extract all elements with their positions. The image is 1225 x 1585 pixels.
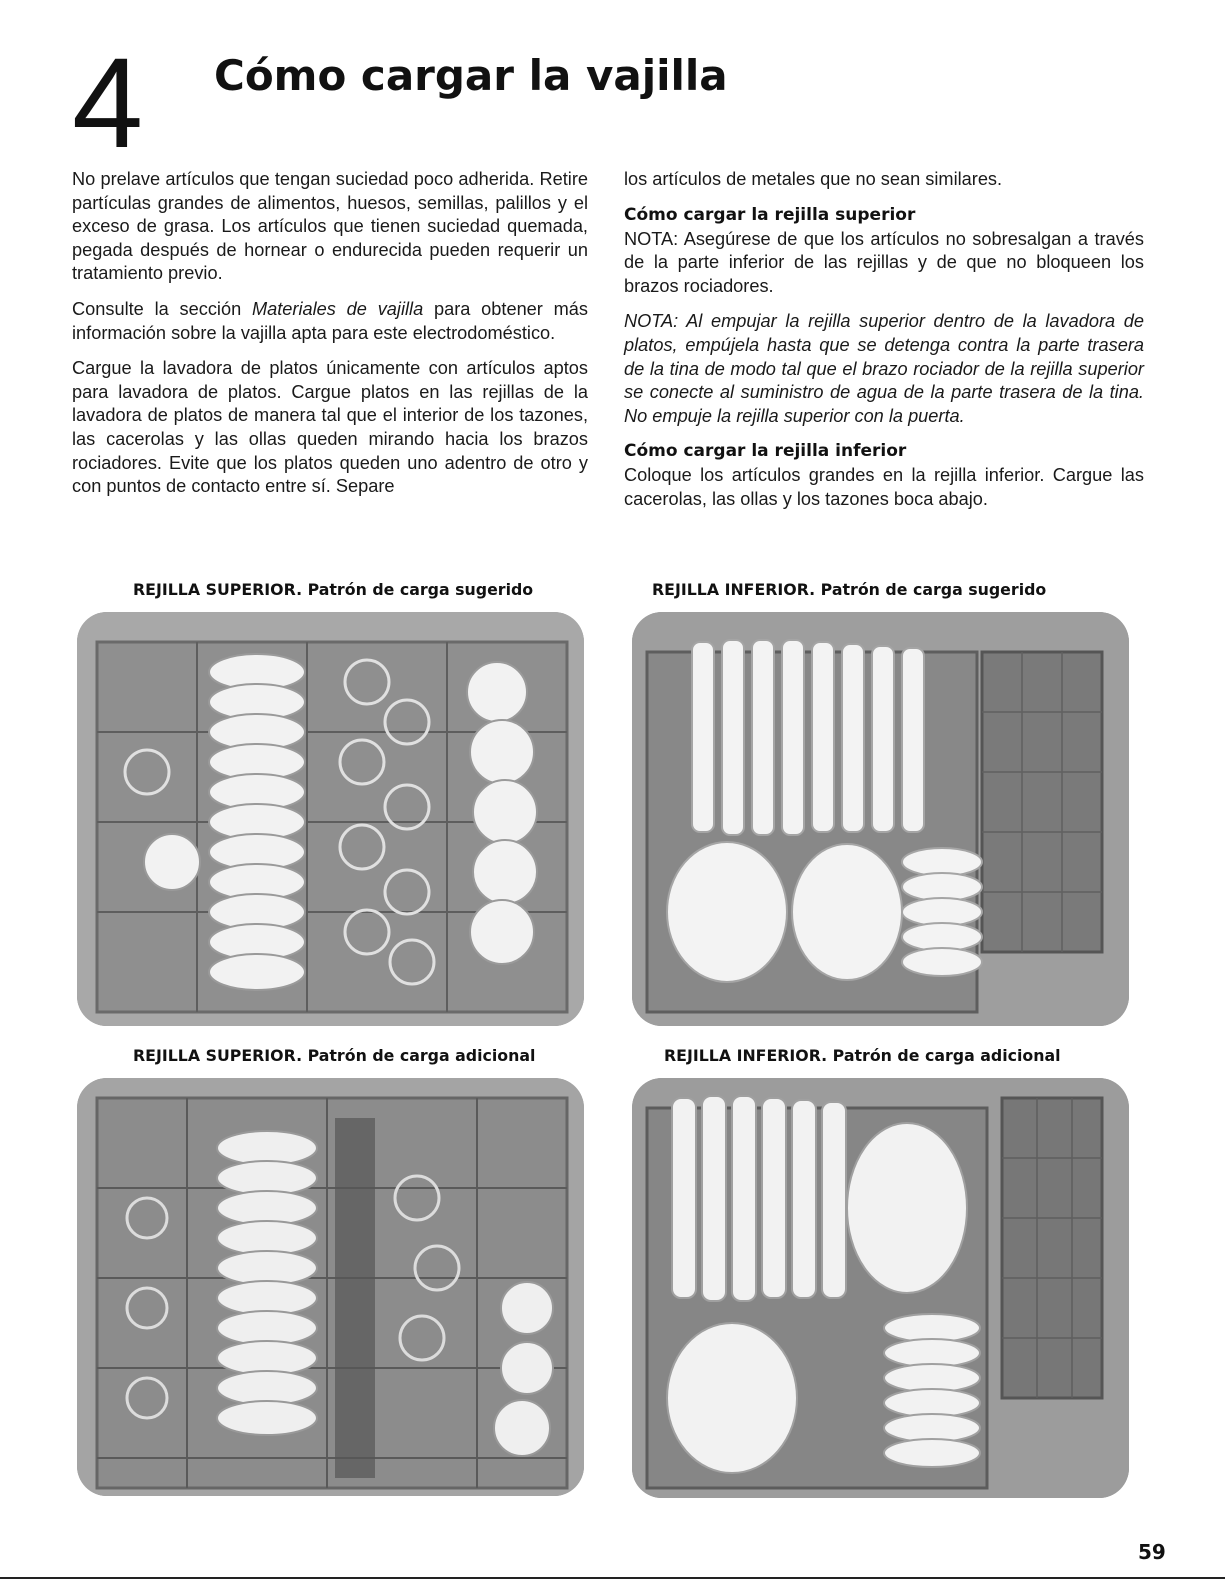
caption-lower-suggested: REJILLA INFERIOR. Patrón de carga sugerido — [652, 580, 1047, 599]
materials-paragraph — [72, 298, 588, 345]
lower-rack-paragraph: Coloque los artículos grandes en la rejilla inferior. Cargue las cacerolas, las ollas y los tazones boca abajo. — [624, 465, 1144, 509]
caption-upper-additional: REJILLA SUPERIOR. Patrón de carga adicional — [133, 1046, 536, 1065]
photo-upper-rack-suggested — [77, 612, 584, 1026]
chapter-number: 4 — [72, 32, 144, 175]
materials-text-a: Consulte la sección — [72, 298, 252, 319]
upper-rack-italic-note: NOTA: Al empujar la rejilla superior dentro de la lavadora de platos, empújela hasta que se detenga contra la parte trasera de la tina de modo tal que el brazo rociador de la rejilla superior se conecte al suministro de agua de la parte trasera de la tina. No empuje la rejilla superior con la puerta. — [624, 311, 1144, 426]
intro-paragraph: No prelave artículos que tengan suciedad poco adherida. Retire partículas grandes de alimentos, huesos, semillas, palillos y el exceso de grasa. Los artículos que tienen suciedad quemada, pegada después de hornear o endurecida pueden requerir un tratamiento previo. — [72, 169, 588, 284]
bottom-rule — [0, 1577, 1225, 1579]
upper-rack-suggested-illustration — [77, 612, 584, 1026]
caption-lower-additional: REJILLA INFERIOR. Patrón de carga adicional — [664, 1046, 1061, 1065]
upper-rack-note: NOTA: Asegúrese de que los artículos no sobresalgan a través de la parte inferior de las rejillas y de que no bloqueen los brazos rociadores. — [624, 228, 1144, 296]
photo-upper-rack-additional — [77, 1078, 584, 1496]
materials-text-b: para obtener más información sobre la vajilla apta para este electrodoméstico. — [72, 298, 589, 343]
chapter-title: Cómo cargar la vajilla — [214, 51, 728, 100]
materials-section-ref: Materiales de vajilla — [251, 298, 424, 319]
left-column — [72, 168, 588, 511]
photo-lower-rack-suggested — [632, 612, 1129, 1026]
right-column — [624, 168, 1144, 524]
continuation-paragraph: los artículos de metales que no sean similares. — [624, 169, 1003, 189]
upper-rack-additional-illustration — [77, 1078, 584, 1496]
photo-lower-rack-additional — [632, 1078, 1129, 1498]
page-number: 59 — [1138, 1540, 1166, 1564]
lower-rack-additional-illustration — [632, 1078, 1129, 1498]
upper-rack-heading: Cómo cargar la rejilla superior — [624, 204, 916, 225]
loading-paragraph: Cargue la lavadora de platos únicamente con artículos aptos para lavadora de platos. Cargue platos en las rejillas de la lavadora de platos de manera tal que el interior de los tazones, las cacerolas y las ollas queden mirando hacia los brazos rociadores. Evite que los platos queden uno adentro de otro y con puntos de contacto entre sí. Separe — [72, 358, 588, 497]
caption-upper-suggested: REJILLA SUPERIOR. Patrón de carga sugerido — [133, 580, 534, 599]
lower-rack-suggested-illustration — [632, 612, 1129, 1026]
lower-rack-heading: Cómo cargar la rejilla inferior — [624, 441, 907, 462]
